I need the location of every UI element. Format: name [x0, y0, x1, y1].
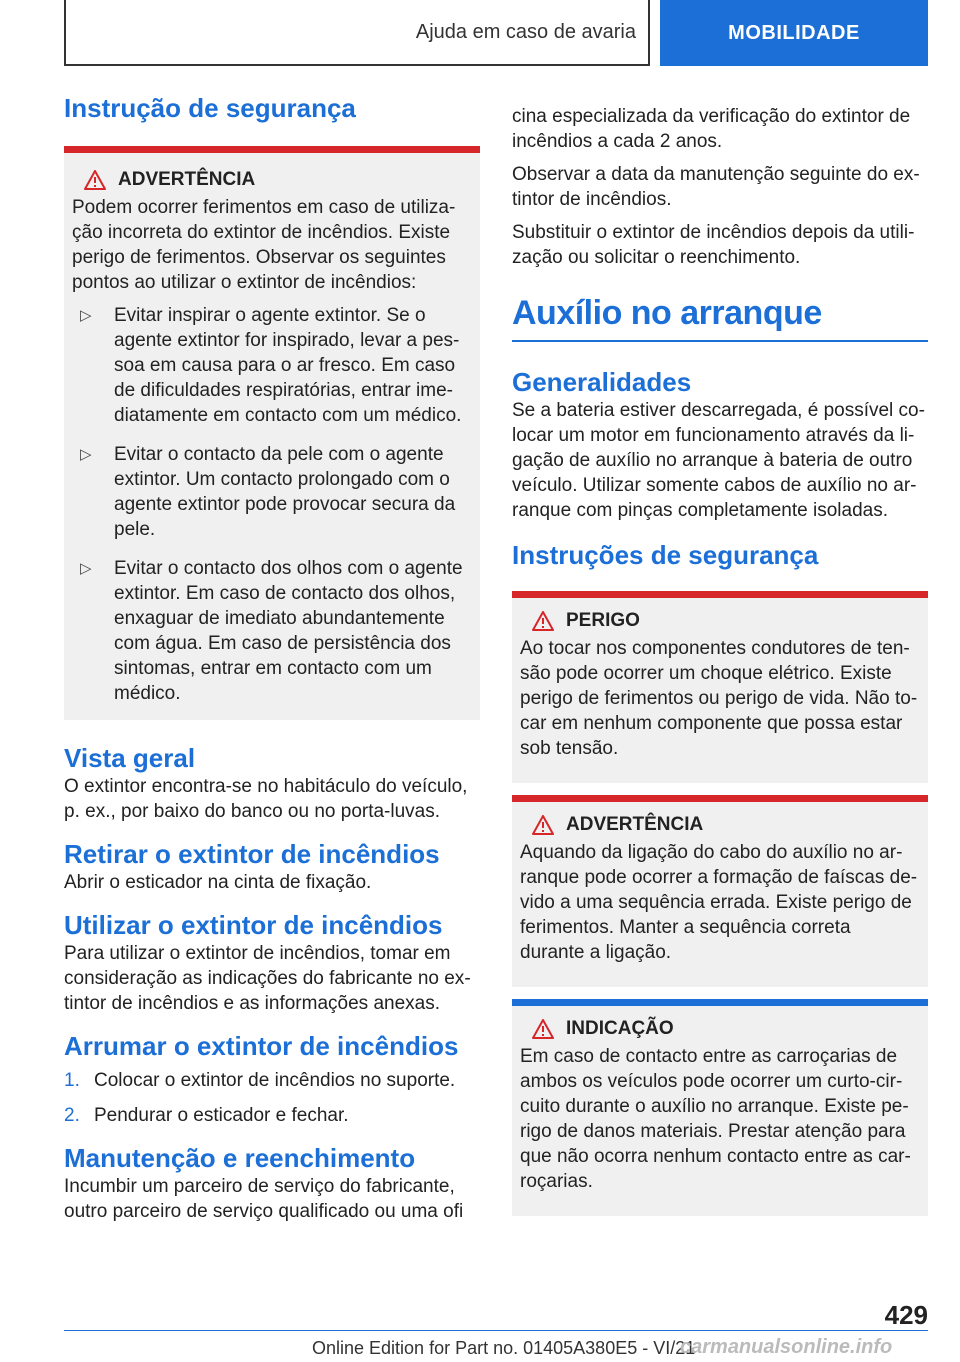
list-item: ▷ Evitar o contacto da pele com o agente extintor. Um contacto prolongado com o agente extintor pode provocar secura da pele. [72, 442, 472, 542]
warning-rule [64, 146, 480, 153]
heading-retirar: Retirar o extintor de incêndios [64, 839, 440, 869]
warning-title: ADVERTÊNCIA [118, 169, 256, 190]
warning-title: ADVERTÊNCIA [566, 814, 704, 835]
warning-triangle-icon [72, 170, 118, 190]
notice-title: INDICAÇÃO [566, 1018, 674, 1039]
list-item: 2. Pendurar o esticador e fechar. [64, 1105, 349, 1126]
warning-text: Podem ocorrer ferimentos em caso de utilização incorreta do extintor de incêndios. Existe perigo de ferimentos. Observar os seguintes pontos ao utilizar o extintor de incêndios: [72, 197, 456, 293]
warning-list [72, 303, 472, 706]
steps-list [64, 1068, 480, 1128]
heading-generalidades: Generalidades [512, 367, 692, 397]
paragraph-retirar: Abrir o esticador na cinta de fixação. [64, 872, 372, 893]
danger-rule [512, 591, 928, 598]
warning-rule [512, 795, 928, 802]
warning-box [64, 153, 480, 720]
danger-box [512, 598, 928, 783]
warning-head [520, 814, 920, 836]
warning-head [72, 169, 472, 191]
warning-triangle-icon [520, 815, 566, 835]
heading-manutencao: Manutenção e reenchimento [64, 1143, 416, 1173]
watermark: carmanualsonline.info [680, 1336, 893, 1358]
page-header [64, 0, 928, 66]
list-item: ▷ Evitar inspirar o agente extintor. Se o agente extintor for inspirado, levar a pessoa em causa para o ar fresco. Em caso de dificuldades respiratórias, entrar imediatamente em contacto com um médico. [72, 303, 472, 428]
footer-rule [64, 1330, 928, 1331]
heading-auxilio: Auxílio no arranque [512, 294, 822, 332]
paragraph-vista: O extintor encontra-se no habitáculo do veículo, p. ex., por baixo do banco ou no porta-luvas. [64, 776, 468, 822]
heading-rule [512, 340, 928, 342]
heading-instrucao: Instrução de segurança [64, 93, 356, 123]
danger-title: PERIGO [566, 610, 640, 631]
triangle-bullet-icon: ▷ [80, 560, 92, 577]
paragraph-utilizar: Para utilizar o extintor de incêndios, tomar em consideração as indicações do fabricante no extintor de incêndios e as informações anexas. [64, 943, 471, 1014]
page-number: 429 [884, 1300, 928, 1330]
notice-head [520, 1018, 920, 1040]
warning-text: Aquando da ligação do cabo do auxílio no arranque pode ocorrer a formação de faíscas devido a uma sequência errada. Existe perigo de ferimentos. Manter a sequência correta durante a ligação. [520, 842, 918, 963]
left-column [64, 92, 480, 1232]
paragraph-manutencao: Incumbir um parceiro de serviço do fabricante, outro parceiro de serviço qualificado ou uma ofi [64, 1176, 464, 1222]
warning-triangle-icon [520, 611, 566, 631]
danger-text: Ao tocar nos componentes condutores de tensão pode ocorrer um choque elétrico. Existe perigo de ferimentos ou perigo de vida. Não tocar em nenhum componente que possa estar sob tensão. [520, 638, 918, 759]
heading-instrucoes: Instruções de segurança [512, 540, 819, 570]
danger-head [520, 610, 920, 632]
notice-text: Em caso de contacto entre as carroçarias de ambos os veículos pode ocorrer um curto-circuito durante o auxílio no arranque. Existe perigo de danos materiais. Prestar atenção para que não ocorra nenhum contacto entre as carroçarias. [520, 1046, 911, 1192]
chapter-tab[interactable]: MOBILIDADE [660, 0, 928, 66]
list-item: ▷ Evitar o contacto dos olhos com o agente extintor. Em caso de contacto dos olhos, enxaguar de imediato abundantemente com água. Em caso de persistência dos sintomas, entrar em contacto com um médico. [72, 556, 472, 706]
paragraph-generalidades: Se a bateria estiver descarregada, é possível colocar um motor em funcionamento através da ligação de auxílio no arranque à bateria de outro veículo. Utilizar somente cabos de auxílio no arranque com pinças completamente isoladas. [512, 400, 925, 521]
section-title: Ajuda em caso de avaria [64, 0, 650, 66]
triangle-bullet-icon: ▷ [80, 446, 92, 463]
warning-triangle-icon [520, 1019, 566, 1039]
triangle-bullet-icon: ▷ [80, 307, 92, 324]
notice-box [512, 1006, 928, 1216]
paragraph-manutencao-substituir: Substituir o extintor de incêndios depois da utilização ou solicitar o reenchimento. [512, 222, 915, 268]
warning-box [512, 802, 928, 987]
right-column [512, 104, 928, 1216]
heading-arrumar: Arrumar o extintor de incêndios [64, 1031, 459, 1061]
heading-utilizar: Utilizar o extintor de incêndios [64, 910, 443, 940]
edition-text: Online Edition for Part no. 01405A380E5 - VI/21 [312, 1338, 696, 1358]
list-item: 1. Colocar o extintor de incêndios no suporte. [64, 1070, 456, 1091]
heading-vista: Vista geral [64, 743, 196, 773]
paragraph-manutencao-data: Observar a data da manutenção seguinte do extintor de incêndios. [512, 164, 920, 210]
notice-rule [512, 999, 928, 1006]
paragraph-manutencao-cont: cina especializada da verificação do extintor de incêndios a cada 2 anos. [512, 106, 911, 152]
